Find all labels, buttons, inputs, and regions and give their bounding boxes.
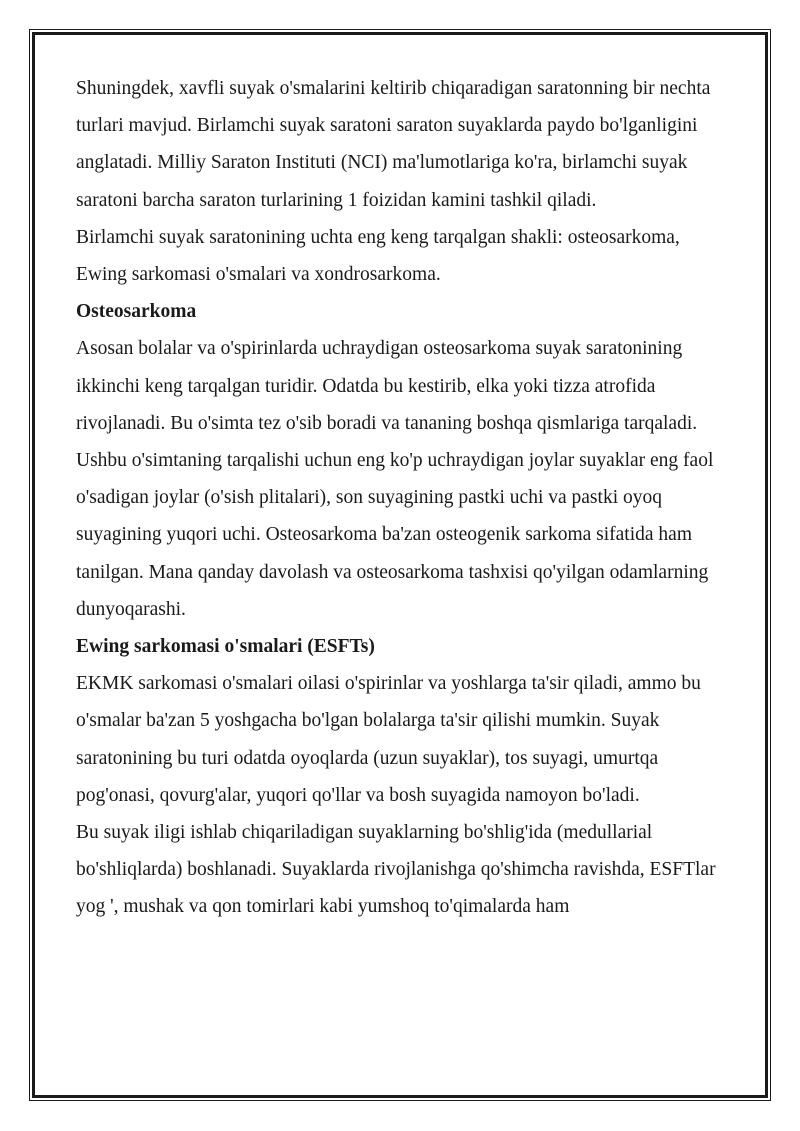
paragraph-ewing-2: Bu suyak iligi ishlab chiqariladigan suyaklarning bo'shlig'ida (medullarial bo'shliqlarda) boshlanadi. Suyaklarda rivojlanishga qo'shimcha ravishda, ESFTlar yog ', mushak va qon tomirlari kabi yumshoq to'qimalarda ham xyxy=(76,822,716,918)
document-body xyxy=(76,70,726,926)
heading-ewing: Ewing sarkomasi o'smalari (ESFTs) xyxy=(76,636,375,658)
paragraph-osteosarkoma-1: Asosan bolalar va o'spirinlarda uchraydigan osteosarkoma suyak saratonining ikkinchi keng tarqalgan turidir. Odatda bu kestirib, elka yoki tizza atrofida rivojlanadi. Bu o'simta tez o'sib boradi va tananing boshqa qismlariga tarqaladi. xyxy=(76,338,698,434)
heading-osteosarkoma: Osteosarkoma xyxy=(76,301,197,323)
paragraph-intro: Shuningdek, xavfli suyak o'smalarini keltirib chiqaradigan saratonning bir nechta turlari mavjud. Birlamchi suyak saratoni saraton suyaklarda paydo bo'lganligini anglatadi. Milliy Saraton Instituti (NCI) ma'lumotlariga ko'ra, birlamchi suyak saratoni barcha saraton turlarining 1 foizidan kamini tashkil qiladi. xyxy=(76,78,711,211)
paragraph-osteosarkoma-2: Ushbu o'simtaning tarqalishi uchun eng ko'p uchraydigan joylar suyaklar eng faol o'sadigan joylar (o'sish plitalari), son suyagining pastki uchi va pastki oyoq suyagining yuqori uchi. Osteosarkoma ba'zan osteogenik sarkoma sifatida ham tanilgan. Mana qanday davolash va osteosarkoma tashxisi qo'yilgan odamlarning dunyoqarashi. xyxy=(76,450,714,620)
paragraph-ewing-1: EKMK sarkomasi o'smalari oilasi o'spirinlar va yoshlarga ta'sir qiladi, ammo bu o'smalar ba'zan 5 yoshgacha bo'lgan bolalarga ta'sir qilishi mumkin. Suyak saratonining bu turi odatda oyoqlarda (uzun suyaklar), tos suyagi, umurtqa pog'onasi, qovurg'alar, yuqori qo'llar va bosh suyagida namoyon bo'ladi. xyxy=(76,673,701,806)
paragraph-types: Birlamchi suyak saratonining uchta eng keng tarqalgan shakli: osteosarkoma, Ewing sarkomasi o'smalari va xondrosarkoma. xyxy=(76,226,680,286)
